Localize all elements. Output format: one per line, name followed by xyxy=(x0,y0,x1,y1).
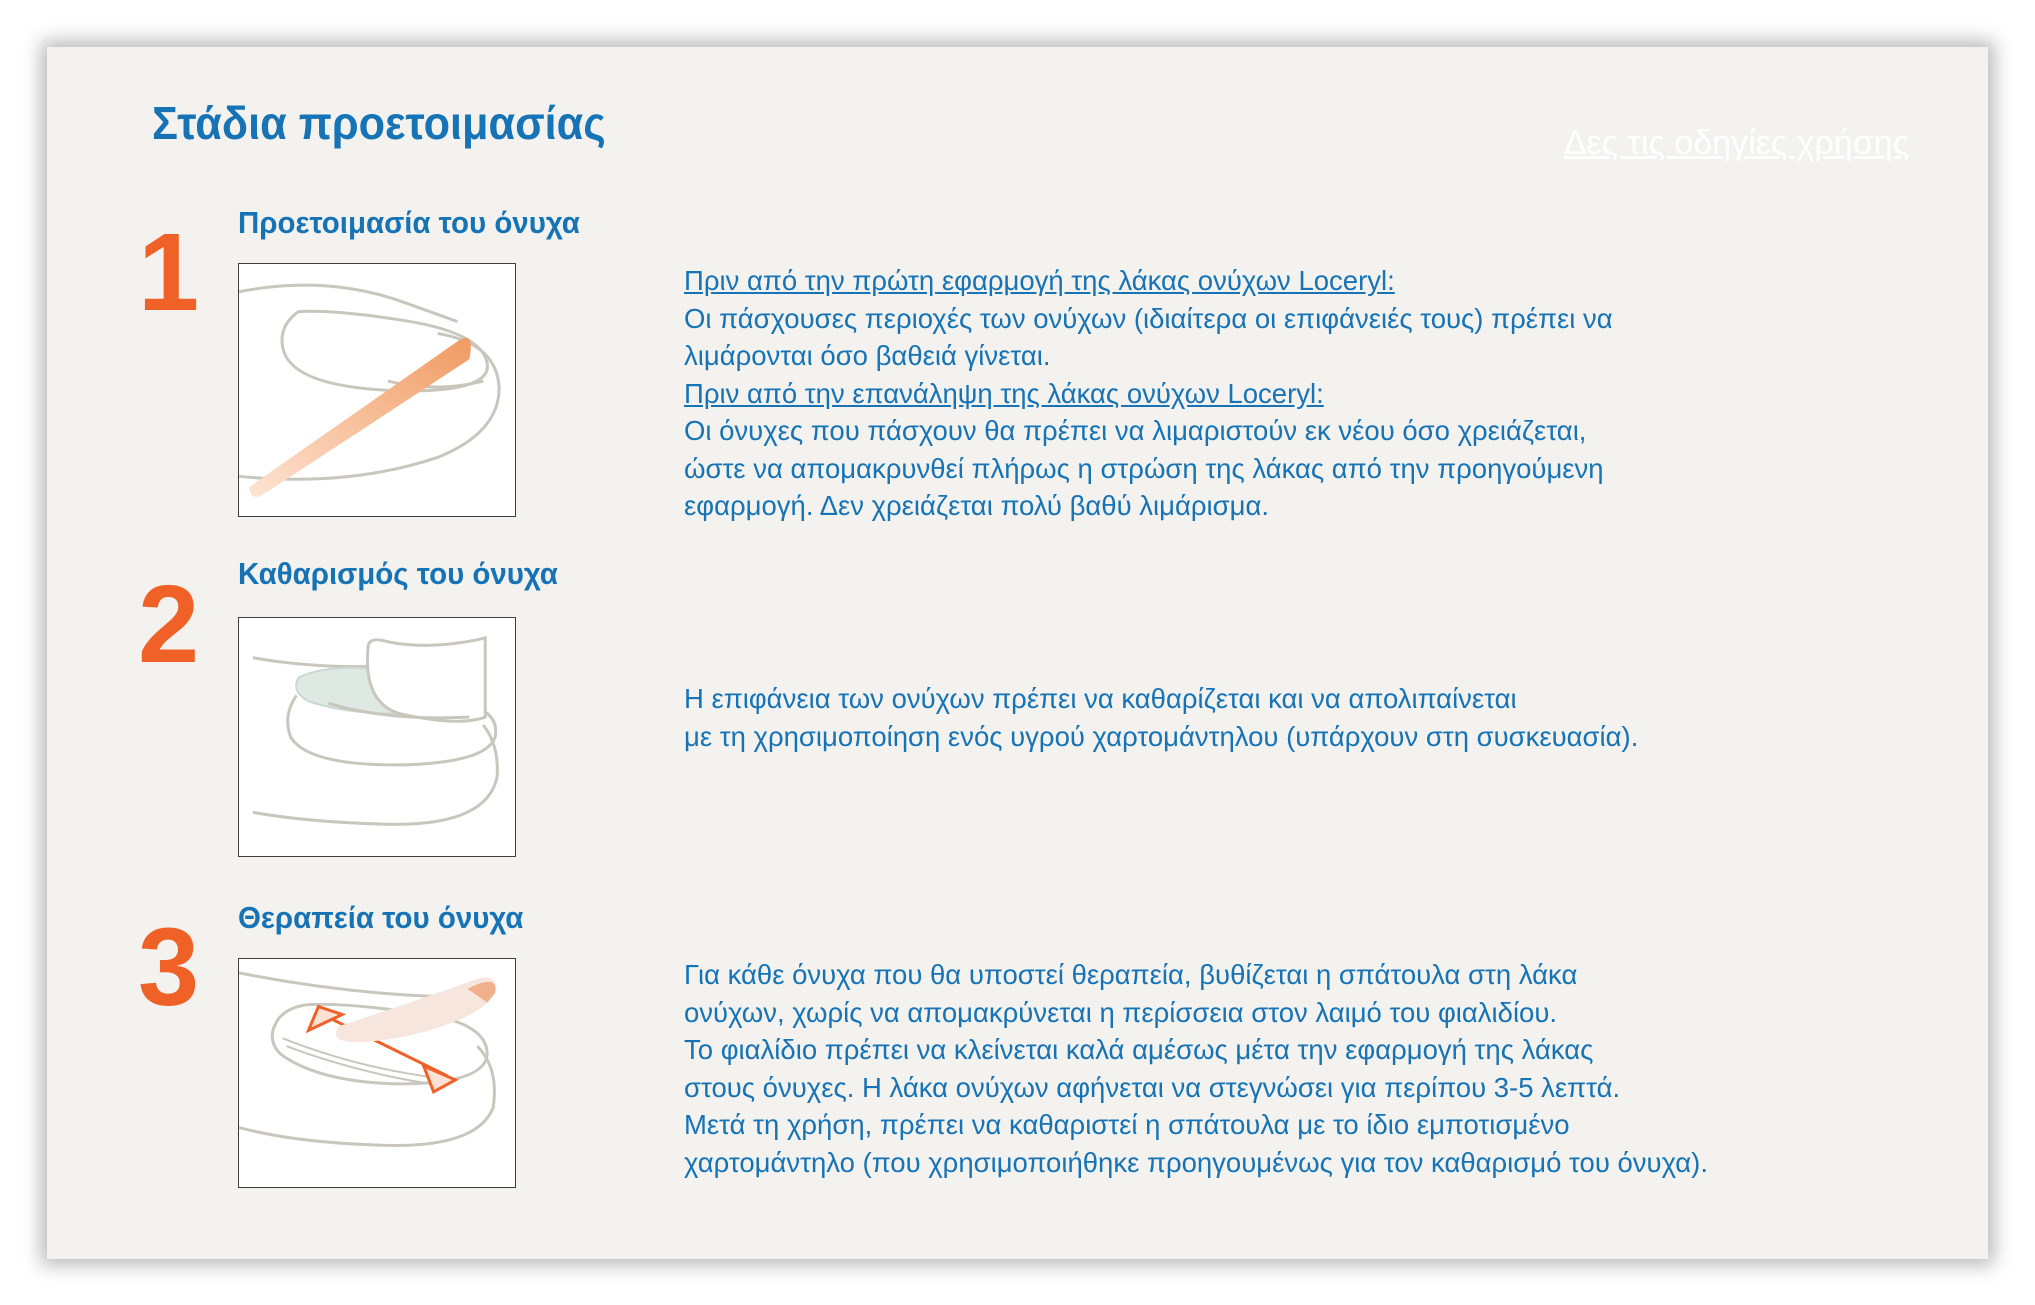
step-description xyxy=(684,680,1884,755)
description-line: χαρτομάντηλο (που χρησιμοποιήθηκε προηγουμένως για τον καθαρισμό του όνυχα). xyxy=(684,1146,1708,1178)
page-title: Στάδια προετοιμασίας xyxy=(152,97,606,149)
description-line: Για κάθε όνυχα που θα υποστεί θεραπεία, βυθίζεται η σπάτουλα στη λάκα xyxy=(684,959,1578,990)
description-line: με τη χρησιμοποίηση ενός υγρού χαρτομάντηλου (υπάρχουν στη συσκευασία). xyxy=(684,720,1639,752)
nail-treatment-icon xyxy=(238,958,516,1188)
step-number: 2 xyxy=(138,563,200,686)
step-number: 1 xyxy=(138,211,200,334)
description-line: Οι πάσχουσες περιοχές των ονύχων (ιδιαίτερα οι επιφάνειές τους) πρέπει να xyxy=(684,302,1613,334)
description-line: Το φιαλίδιο πρέπει να κλείνεται καλά αμέσως μέτα την εφαρμογή της λάκας xyxy=(684,1034,1594,1065)
step-title: Προετοιμασία του όνυχα xyxy=(238,205,580,240)
step-title: Θεραπεία του όνυχα xyxy=(238,900,524,935)
step-description xyxy=(684,956,1884,1181)
description-line: Οι όνυχες που πάσχουν θα πρέπει να λιμαριστούν εκ νέου όσο χρειάζεται, xyxy=(684,415,1587,446)
description-line: εφαρμογή. Δεν χρειάζεται πολύ βαθύ λιμάρισμα. xyxy=(684,490,1269,521)
description-line: Μετά τη χρήση, πρέπει να καθαριστεί η σπάτουλα με το ίδιο εμποτισμένο xyxy=(684,1109,1570,1140)
description-line: λιμάρονται όσο βαθειά γίνεται. xyxy=(684,340,1051,371)
step-title: Καθαρισμός του όνυχα xyxy=(238,556,558,591)
description-line: Η επιφάνεια των ονύχων πρέπει να καθαρίζεται και να απολιπαίνεται xyxy=(684,683,1517,714)
nail-cleaning-icon xyxy=(238,617,516,857)
usage-instructions-link[interactable]: Δες τις οδηγίες χρήσης xyxy=(1563,124,1909,162)
first-application-heading: Πριν από την πρώτη εφαρμογή της λάκας ονύχων Loceryl: xyxy=(684,265,1395,296)
description-line: στους όνυχες. Η λάκα ονύχων αφήνεται να στεγνώσει για περίπου 3-5 λεπτά. xyxy=(684,1071,1621,1103)
description-line: ώστε να απομακρυνθεί πλήρως η στρώση της λάκας από την προηγούμενη xyxy=(684,452,1604,484)
description-line: ονύχων, χωρίς να απομακρύνεται η περίσσεια στον λαιμό του φιαλιδίου. xyxy=(684,996,1558,1028)
step-description xyxy=(684,262,1884,525)
nail-filing-icon xyxy=(238,263,516,517)
step-number: 3 xyxy=(138,906,200,1029)
repeat-application-heading: Πριν από την επανάληψη της λάκας ονύχων Loceryl: xyxy=(684,377,1324,409)
